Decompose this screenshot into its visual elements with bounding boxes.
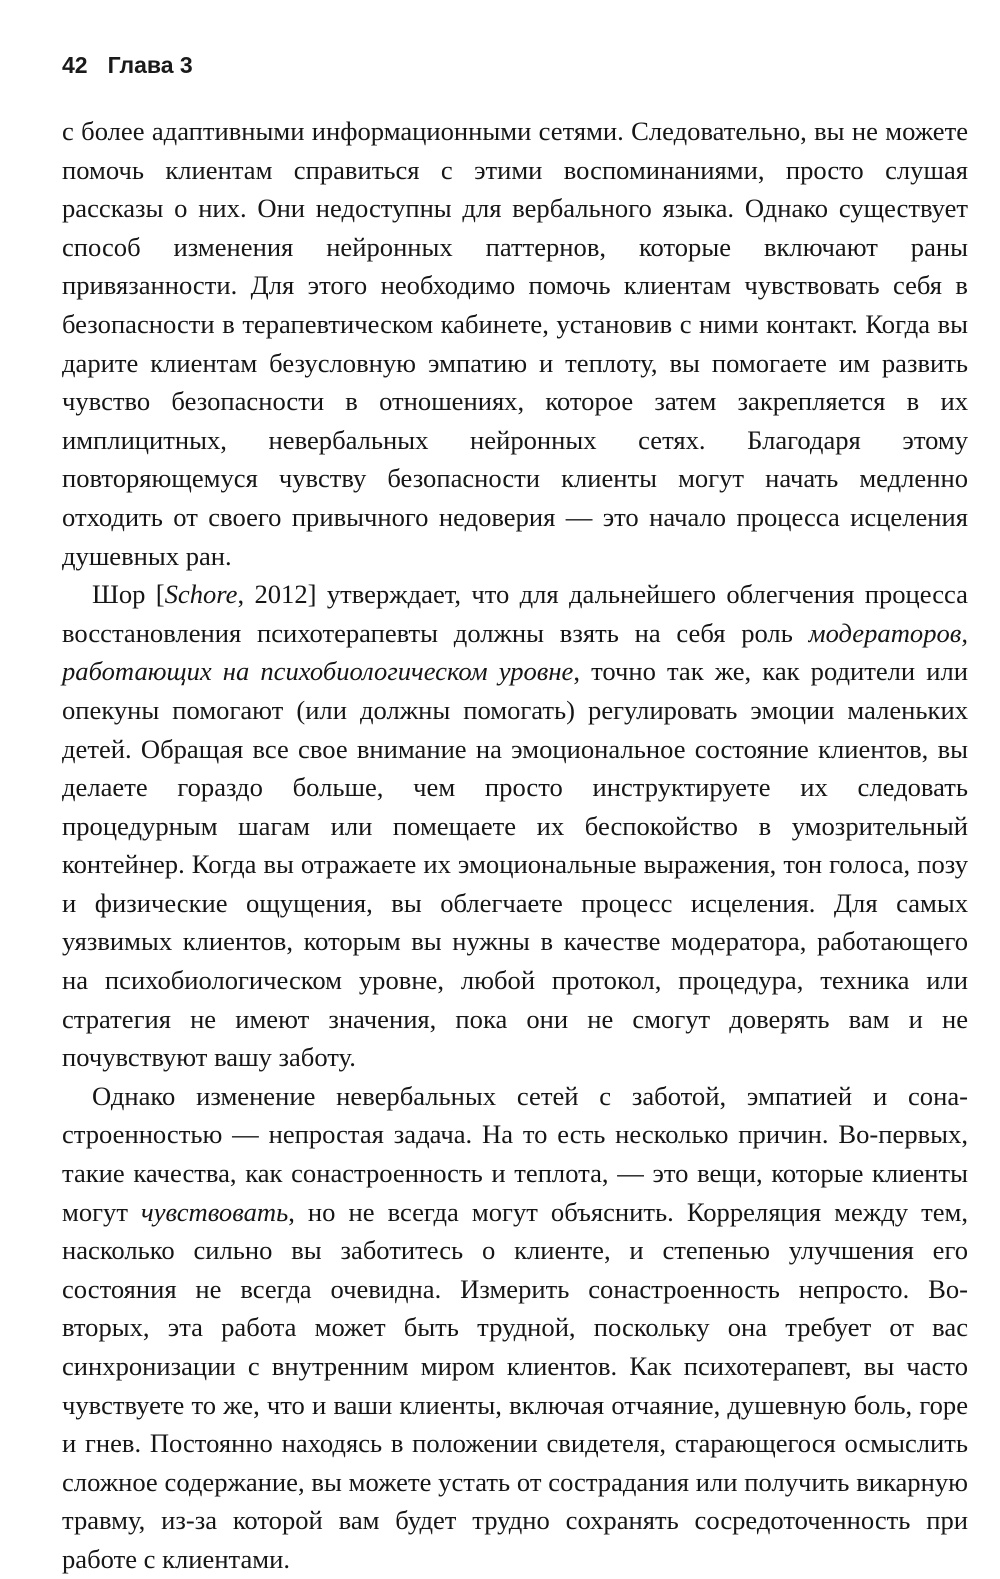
paragraph-2-text-b: , 2012] утверждает, что для дальнейшего облегчения процесса восстановления психотерапевты должны взять на себя роль xyxy=(62,579,968,648)
paragraph-2-text-c: , точно так же, как родители или опекуны помогают (или должны помогать) регулировать эмоции маленьких детей. Обращая все свое внимание на эмоциональное состояние клиентов, вы делаете гораздо больше, чем просто инструктируете их следовать процедурным шагам или помещаете их беспокойство в умозрительный контейнер. Когда вы отражаете их эмоциональные выражения, тон голоса, позу и физические ощущения, вы облегчаете процесс исцеления. Для самых уязвимых клиентов, которым вы нужны в качестве модератора, работающего на психобиологическом уровне, любой протокол, процедура, техника или стратегия не имеют значения, пока они не смогут доверять вам и не почувствуют вашу заботу. xyxy=(62,656,968,1073)
paragraph-2 xyxy=(62,575,968,1077)
page-number: 42 xyxy=(62,52,88,78)
paragraph-3 xyxy=(62,1077,968,1579)
chapter-title: Глава 3 xyxy=(107,52,193,78)
paragraph-2-emphasis: модераторов, работающих на психобиологическом уровне xyxy=(62,617,968,687)
paragraph-3-text-b: , но не всегда могут объяснить. Корреляция между тем, насколько сильно вы заботитесь о клиенте, и степенью улучшения его состояния не всегда очевидна. Измерить сонастроенность непросто. Во-вторых, эта работа может быть трудной, поскольку она требует от вас синхронизации с внутренним миром клиентов. Как психотерапевт, вы часто чувствуете то же, что и ваши клиенты, включая отчаяние, душевную боль, горе и гнев. Постоянно находясь в положении свидетеля, старающегося осмыслить сложное содержание, вы можете устать от сострадания или получить викарную травму, из-за которой вам будет трудно сохранять сосредоточенность при работе с клиентами. xyxy=(62,1196,968,1574)
citation-author: Schore xyxy=(164,579,238,610)
body-text xyxy=(62,112,968,1579)
running-head xyxy=(62,52,193,79)
paragraph-3-emphasis: чувствовать xyxy=(141,1196,289,1227)
paragraph-1 xyxy=(62,112,968,575)
paragraph-1-text: с более адаптивными информационными сетями. Следовательно, вы не можете помочь клиентам справиться с этими воспоминаниями, просто слушая рассказы о них. Они недоступны для вербального языка. Однако существует способ изменения нейронных паттернов, которые включают раны привязанности. Для этого необходимо помочь клиентам чувствовать себя в безопасности в терапевтическом кабинете, установив с ними контакт. Когда вы дарите клиентам безусловную эмпатию и теплоту, вы помогаете им развить чувство безопасности в отношениях, которое затем закрепляется в их имплицитных, невербальных нейронных сетях. Благодаря этому повторяющемуся чувству безопасности клиенты могут начать медленно отходить от своего привычного недоверия — это начало процесса исцеления душевных ран. xyxy=(62,116,968,571)
paragraph-3-text-a: Однако изменение невербальных сетей с заботой, эмпатией и сонастроенностью — непростая задача. На то есть несколько причин. Во-первых, такие качества, как сонастроенность и теплота, — это вещи, которые клиенты могут xyxy=(62,1080,968,1227)
paragraph-2-text-a: Шор [ xyxy=(92,579,165,610)
